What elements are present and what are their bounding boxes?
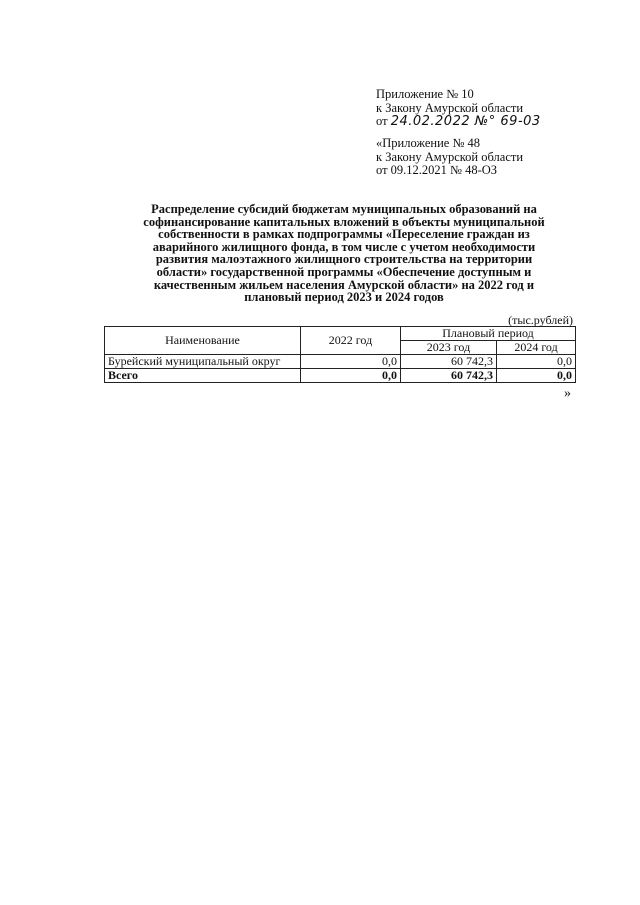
units-label: (тыс.рублей)	[508, 313, 573, 327]
row-2023: 60 742,3	[401, 355, 497, 369]
header-2022: 2022 год	[301, 327, 401, 355]
title-line: области» государственной программы «Обеспечение доступным и	[156, 264, 532, 279]
appendix-10-date	[376, 115, 541, 129]
total-2023: 60 742,3	[401, 369, 497, 383]
document-title	[104, 203, 584, 304]
appendix-48-number: «Приложение № 48	[376, 136, 481, 150]
table-row	[105, 355, 576, 369]
title-line: Распределение субсидий бюджетам муниципальных образований на	[151, 202, 537, 216]
row-2022: 0,0	[301, 355, 401, 369]
header-2024: 2024 год	[497, 341, 576, 355]
row-name: Бурейский муниципальный округ	[105, 355, 301, 369]
subsidy-table	[104, 326, 576, 383]
title-line: софинансирование капитальных вложений в объекты муниципальной	[143, 214, 545, 229]
appendix-10-date-prefix: от	[376, 114, 388, 128]
total-name: Всего	[105, 369, 301, 383]
appendix-48-block	[376, 137, 523, 178]
title-line: качественным жильем населения Амурской области» на 2022 год и	[153, 277, 535, 292]
row-2024: 0,0	[497, 355, 576, 369]
appendix-10-law: к Закону Амурской области	[376, 100, 524, 115]
appendix-48-date: от 09.12.2021 № 48-ОЗ	[376, 163, 498, 177]
header-name: Наименование	[105, 327, 301, 355]
header-planned-period: Плановый период	[401, 327, 576, 341]
appendix-10-block	[376, 88, 541, 129]
table-total-row	[105, 369, 576, 383]
title-line: собственности в рамках подпрограммы «Переселение граждан из	[158, 227, 530, 242]
handwritten-date-number: 24.02.2022 №° 69-03	[390, 114, 541, 129]
appendix-48-law: к Закону Амурской области	[376, 149, 524, 164]
title-line: развития малоэтажного жилищного строительства на территории	[155, 252, 533, 267]
appendix-10-number: Приложение № 10	[376, 87, 474, 101]
header-2023: 2023 год	[401, 341, 497, 355]
closing-quote: »	[564, 386, 571, 401]
total-2024: 0,0	[497, 369, 576, 383]
table-header-row	[105, 327, 576, 341]
total-2022: 0,0	[301, 369, 401, 383]
title-line: аварийного жилищного фонда, в том числе с учетом необходимости	[152, 239, 536, 254]
title-line: плановый период 2023 и 2024 годов	[244, 290, 444, 305]
